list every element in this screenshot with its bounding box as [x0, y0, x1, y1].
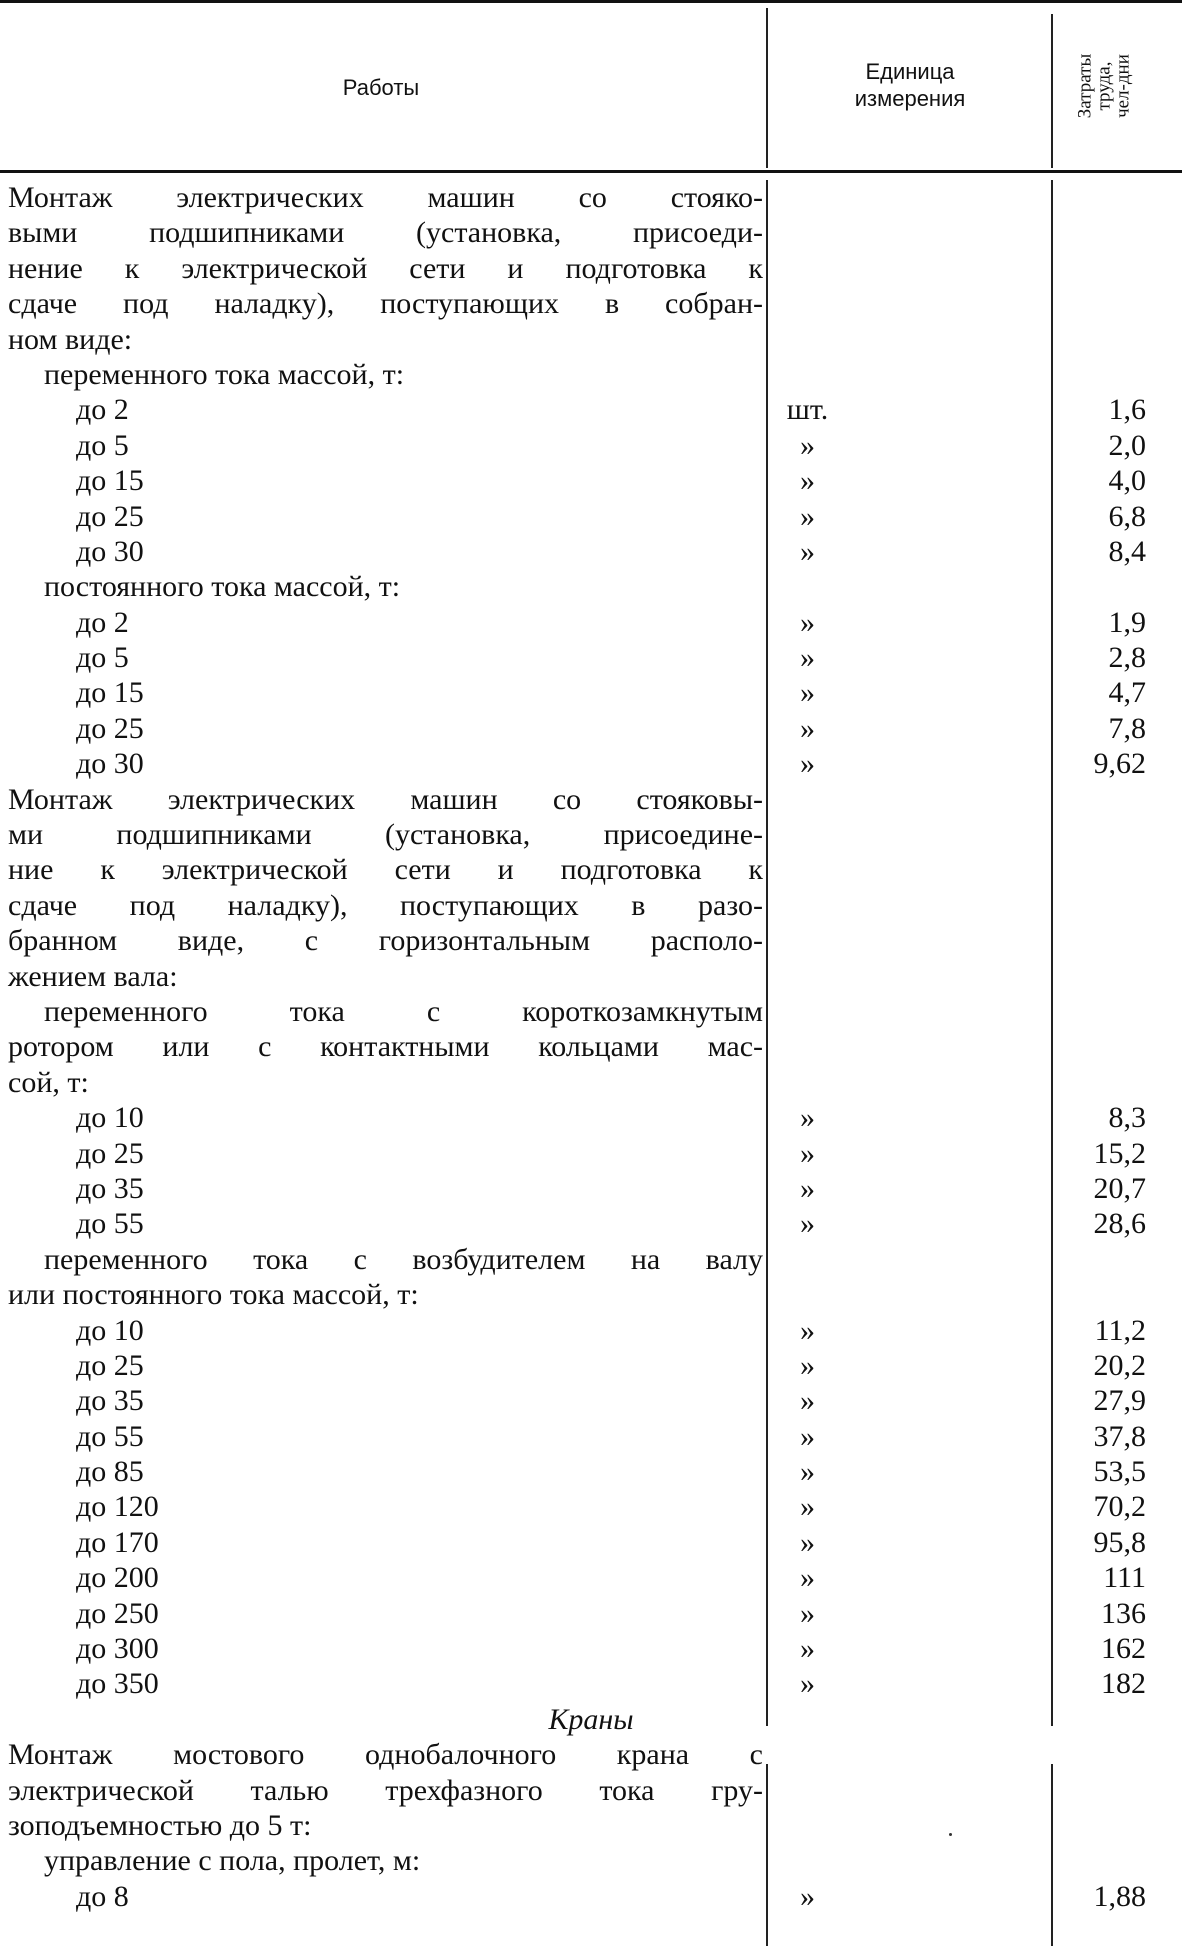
column-header-labor-line3: чел-дни [1112, 54, 1134, 118]
row-work-text: переменного тока с возбудителем на валу [44, 1242, 763, 1276]
column-header-unit-line2: измерения [854, 86, 966, 111]
table-row [0, 1065, 1182, 1100]
row-work-text: сой, т: [8, 1065, 89, 1099]
row-labor-value: 4,0 [1108, 464, 1146, 498]
table-row [0, 675, 1182, 710]
table-row [0, 1666, 1182, 1701]
table-row [0, 1525, 1182, 1560]
table-row [0, 1843, 1182, 1878]
row-work-text: до 200 [76, 1561, 159, 1595]
row-unit: » [800, 711, 815, 745]
row-labor-value: 1,6 [1108, 393, 1146, 427]
table-row [0, 1383, 1182, 1418]
table-row [0, 605, 1182, 640]
column-header-labor-line2: труда, [1093, 61, 1115, 111]
table-row [0, 251, 1182, 286]
row-labor-value: 53,5 [1093, 1455, 1146, 1489]
row-labor-value: 15,2 [1093, 1136, 1146, 1170]
row-work-text: до 5 [76, 641, 129, 675]
row-work-text: сдаче под наладку), поступающих в разо- [8, 888, 763, 922]
row-work-text: до 2 [76, 393, 129, 427]
row-labor-value: 136 [1101, 1596, 1146, 1630]
row-unit: » [800, 1525, 815, 1559]
table-row [0, 322, 1182, 357]
row-unit: » [800, 1101, 815, 1135]
table-row [0, 1560, 1182, 1595]
row-labor-value: 37,8 [1093, 1419, 1146, 1453]
row-unit: » [800, 1490, 815, 1524]
row-work-text: до 35 [76, 1171, 144, 1205]
table-top-rule [0, 0, 1182, 3]
row-work-text: нение к электрической сети и подготовка к [8, 251, 763, 285]
table-row [0, 534, 1182, 569]
column-divider-works-unit-header [766, 8, 768, 168]
row-work-text: ние к электрической сети и подготовка к [8, 853, 763, 887]
row-work-text: до 350 [76, 1667, 159, 1701]
table-row [0, 959, 1182, 994]
row-work-text: зоподъемностью до 5 т: [8, 1808, 312, 1842]
row-work-text: до 85 [76, 1455, 144, 1489]
table-row [0, 286, 1182, 321]
table-row [0, 1596, 1182, 1631]
row-unit: » [800, 1455, 815, 1489]
row-labor-value: 2,8 [1108, 641, 1146, 675]
column-header-works: Работы [342, 75, 420, 100]
row-work-text: до 25 [76, 1136, 144, 1170]
table-row [0, 711, 1182, 746]
table-row [0, 817, 1182, 852]
table-row [0, 1773, 1182, 1808]
row-labor-value: 70,2 [1093, 1490, 1146, 1524]
table-row [0, 392, 1182, 427]
section-title: Краны [548, 1702, 634, 1736]
row-labor-value: 111 [1103, 1561, 1146, 1595]
row-labor-value: 7,8 [1108, 711, 1146, 745]
row-unit: » [800, 1632, 815, 1666]
table-row [0, 463, 1182, 498]
table-row [0, 1808, 1182, 1843]
row-work-text: Монтаж мостового однобалочного крана с [8, 1738, 763, 1772]
column-header-labor-rotated [1076, 54, 1133, 119]
row-work-text: до 15 [76, 464, 144, 498]
row-work-text: до 170 [76, 1525, 159, 1559]
table-row [0, 357, 1182, 392]
table-row [0, 215, 1182, 250]
row-work-text: управление с пола, пролет, м: [44, 1844, 421, 1878]
header-bottom-rule [0, 170, 1182, 173]
table-row [0, 1348, 1182, 1383]
table-row [0, 1702, 1182, 1737]
table-row [0, 782, 1182, 817]
row-work-text: Монтаж электрических машин со стояковы- [8, 782, 763, 816]
row-work-text: до 10 [76, 1101, 144, 1135]
table-row [0, 1277, 1182, 1312]
row-unit: » [800, 1136, 815, 1170]
table-row [0, 923, 1182, 958]
row-work-text: ми подшипниками (установка, присоедине- [8, 818, 763, 852]
row-work-text: электрической талью трехфазного тока гру- [8, 1773, 763, 1807]
row-work-text: до 15 [76, 676, 144, 710]
table-row [0, 428, 1182, 463]
row-unit: шт. [786, 393, 829, 427]
column-header-labor [1052, 4, 1182, 168]
row-work-text: до 55 [76, 1207, 144, 1241]
table-row [0, 1737, 1182, 1772]
table-row [0, 1029, 1182, 1064]
row-unit: » [800, 534, 815, 568]
row-work-text: до 8 [76, 1879, 129, 1913]
row-unit: » [800, 428, 815, 462]
row-work-text: до 25 [76, 499, 144, 533]
row-labor-value: 1,9 [1108, 605, 1146, 639]
row-work-text: ном виде: [8, 322, 133, 356]
row-work-text: до 35 [76, 1384, 144, 1418]
row-unit: » [800, 1419, 815, 1453]
table-row [0, 1454, 1182, 1489]
row-work-text: до 55 [76, 1419, 144, 1453]
row-work-text: до 250 [76, 1596, 159, 1630]
row-labor-value: 20,2 [1093, 1348, 1146, 1382]
row-unit: » [800, 1667, 815, 1701]
column-header-unit [770, 58, 1050, 112]
row-work-text: до 30 [76, 534, 144, 568]
row-work-text: переменного тока с короткозамкнутым [44, 994, 763, 1028]
row-work-text: переменного тока массой, т: [44, 357, 405, 391]
row-labor-value: 182 [1101, 1667, 1146, 1701]
column-divider-unit-labor-header [1051, 14, 1053, 168]
table-row [0, 1489, 1182, 1524]
print-speck [949, 1833, 952, 1836]
row-unit: » [800, 1171, 815, 1205]
row-work-text: до 5 [76, 428, 129, 462]
table-row [0, 1242, 1182, 1277]
row-labor-value: 8,4 [1108, 534, 1146, 568]
row-work-text: до 30 [76, 747, 144, 781]
table-row [0, 180, 1182, 215]
table-row [0, 1171, 1182, 1206]
column-header-labor-line1: Затраты [1074, 53, 1096, 119]
row-unit: » [800, 641, 815, 675]
row-unit: » [800, 1384, 815, 1418]
column-header-unit-line1: Единица [865, 59, 955, 84]
row-work-text: или постоянного тока массой, т: [8, 1278, 419, 1312]
table-row [0, 1136, 1182, 1171]
row-unit: » [800, 605, 815, 639]
row-unit: » [800, 464, 815, 498]
table-row [0, 569, 1182, 604]
row-labor-value: 2,0 [1108, 428, 1146, 462]
table-row [0, 1419, 1182, 1454]
row-labor-value: 11,2 [1094, 1313, 1146, 1347]
row-work-text: до 2 [76, 605, 129, 639]
table-row [0, 1206, 1182, 1241]
table-row [0, 994, 1182, 1029]
table-row [0, 499, 1182, 534]
row-unit: » [800, 747, 815, 781]
table-row [0, 888, 1182, 923]
table-row [0, 1100, 1182, 1135]
row-labor-value: 28,6 [1093, 1207, 1146, 1241]
row-work-text: до 25 [76, 711, 144, 745]
row-work-text: выми подшипниками (установка, присоеди- [8, 216, 763, 250]
row-work-text: постоянного тока массой, т: [44, 570, 401, 604]
row-work-text: бранном виде, с горизонтальным располо- [8, 924, 763, 958]
row-unit: » [800, 1879, 815, 1913]
row-work-text: сдаче под наладку), поступающих в собран- [8, 287, 763, 321]
row-labor-value: 1,88 [1093, 1879, 1146, 1913]
row-labor-value: 27,9 [1093, 1384, 1146, 1418]
table-row [0, 640, 1182, 675]
table-row [0, 746, 1182, 781]
row-work-text: ротором или с контактными кольцами мас- [8, 1030, 763, 1064]
row-work-text: до 300 [76, 1632, 159, 1666]
row-unit: » [800, 1348, 815, 1382]
row-work-text: до 120 [76, 1490, 159, 1524]
row-unit: » [800, 1596, 815, 1630]
row-work-text: до 10 [76, 1313, 144, 1347]
table-row [0, 1313, 1182, 1348]
row-unit: » [800, 1313, 815, 1347]
row-work-text: жением вала: [8, 959, 178, 993]
row-unit: » [800, 1207, 815, 1241]
table-row [0, 1879, 1182, 1914]
row-work-text: Монтаж электрических машин со стояко- [8, 181, 763, 214]
table-body [0, 180, 1182, 1914]
row-labor-value: 4,7 [1108, 676, 1146, 710]
row-unit: » [800, 676, 815, 710]
table-row [0, 1631, 1182, 1666]
row-labor-value: 8,3 [1108, 1101, 1146, 1135]
row-work-text: до 25 [76, 1348, 144, 1382]
row-labor-value: 9,62 [1093, 747, 1146, 781]
row-labor-value: 162 [1101, 1632, 1146, 1666]
row-unit: » [800, 1561, 815, 1595]
table-row [0, 852, 1182, 887]
row-labor-value: 95,8 [1093, 1525, 1146, 1559]
row-labor-value: 20,7 [1093, 1171, 1146, 1205]
row-unit: » [800, 499, 815, 533]
row-labor-value: 6,8 [1108, 499, 1146, 533]
